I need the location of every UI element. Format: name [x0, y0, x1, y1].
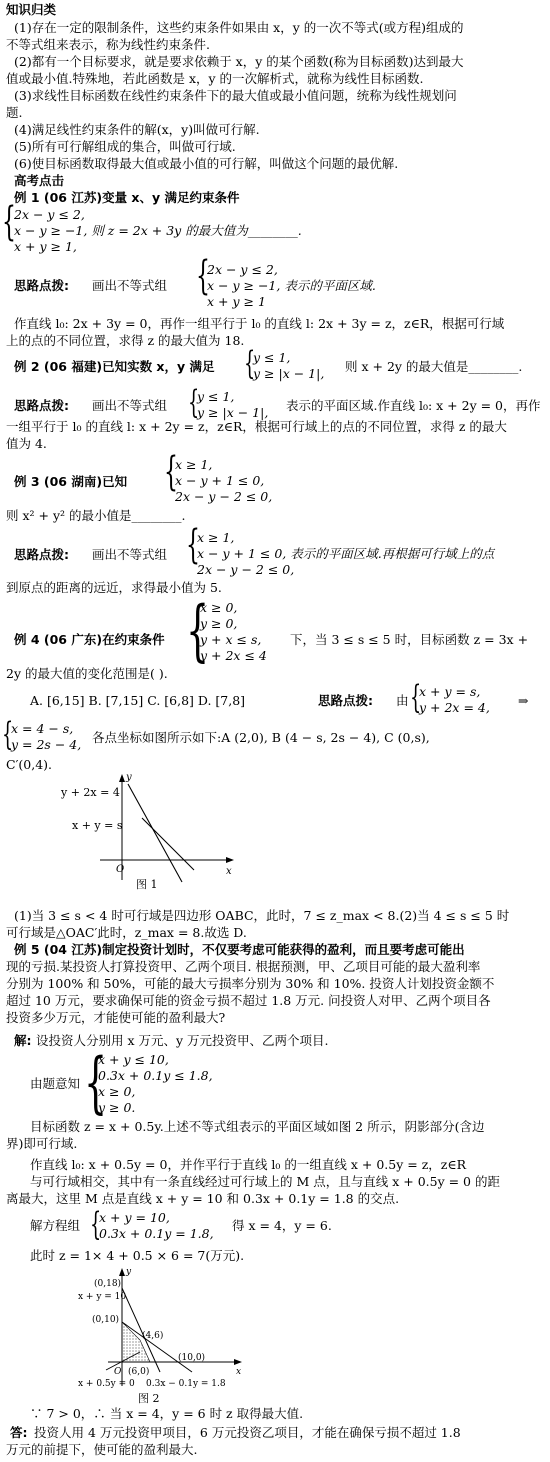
example-4-question-cont: 2y 的最大值的变化范围是( ). — [6, 666, 168, 681]
implies-arrow: ⇒ — [518, 693, 529, 708]
example-5-text-3: 超过 10 万元，要求确保可能的资金亏损不超过 1.8 万元. 问投资人对甲、乙两个项目各 — [6, 993, 491, 1008]
label-line-x-plus-y: x + y = 10 — [78, 1292, 127, 1302]
example-4-hint-text: 由 — [396, 693, 409, 708]
brace: { — [186, 592, 210, 669]
example-3-hint-label: 思路点拨: — [14, 547, 69, 562]
section-heading-knowledge: 知识归类 — [6, 2, 57, 17]
example-1-system: 2x − y ≤ 2, x − y ≥ −1, 则 z = 2x + 3y 的最大值为________. x + y ≥ 1, — [14, 207, 302, 254]
brace: { — [188, 383, 200, 421]
y-axis-arrow — [119, 1268, 125, 1276]
example-1-hint-system: 2x − y ≤ 2, x − y ≥ −1, 表示的平面区域. x + y ≥ 1 — [207, 262, 376, 309]
brace: { — [186, 522, 200, 568]
solution-given: 由题意知 — [30, 1076, 81, 1091]
label-line-2: x + y = s — [72, 819, 123, 832]
brace: { — [244, 344, 256, 382]
brace: { — [2, 199, 16, 245]
example-2-answer: 一组平行于 l₀ 的直线 l: x + 2y = z，z∈R，根据可行域上的点的不同位置，求得 z 的最大 — [6, 419, 507, 434]
example-2-question: 则 x + 2y 的最大值是________. — [345, 359, 523, 374]
x-axis-label: x — [236, 1367, 242, 1377]
knowledge-item-4: (4)满足线性约束条件的解(x，y)叫做可行解. — [14, 122, 260, 137]
knowledge-item-3: (3)求线性目标函数在线性约束条件下的最大值或最小值问题，统称为线性规划问 — [14, 88, 457, 103]
example-3-system: x ≥ 1, x − y + 1 ≤ 0, 2x − y − 2 ≤ 0, — [175, 457, 273, 504]
figure-1 — [60, 770, 240, 890]
example-5-text-2: 分别为 100% 和 50%，可能的最大亏损率分别为 30% 和 10%. 投资人计划投资金额不 — [6, 976, 495, 991]
line-x-plus-y — [142, 818, 194, 870]
line-y-plus-2x — [128, 784, 182, 882]
label-line-0.3x: 0.3x − 0.1y = 1.8 — [146, 1379, 226, 1389]
figure-2 — [78, 1266, 248, 1406]
example-2-hint-label: 思路点拨: — [14, 398, 69, 413]
example-1-hint-label: 思路点拨: — [14, 278, 69, 293]
feasible-region — [122, 1322, 150, 1362]
answer-text: 投资人用 4 万元投资甲项目，6 万元投资乙项目，才能在确保亏损不超过 1.8 — [34, 1425, 461, 1440]
brace: { — [2, 715, 14, 753]
brace: { — [164, 449, 178, 495]
example-4-system: x ≥ 0, y ≥ 0, y + x ≤ s, y + 2x ≤ 4 — [200, 600, 267, 663]
example-1-hint-text: 画出不等式组 — [92, 278, 168, 293]
point-m: (4,6) — [142, 1331, 164, 1341]
label-line-1: y + 2x = 4 — [61, 786, 120, 799]
example-3-answer: 到原点的距离的远近，求得最小值为 5. — [6, 580, 222, 595]
solution-solve-result: 得 x = 4，y = 6. — [232, 1218, 332, 1233]
point-0-18: (0,18) — [94, 1279, 122, 1289]
x-axis-arrow — [234, 1359, 242, 1365]
figure-1-caption: 图 1 — [136, 878, 158, 890]
example-4-question: 下，当 3 ≤ s ≤ 5 时，目标函数 z = 3x + — [290, 632, 529, 647]
solution-value: 此时 z = 1× 4 + 0.5 × 6 = 7(万元). — [30, 1248, 245, 1263]
solution-solve-system: x + y = 10, 0.3x + 0.1y = 1.8, — [99, 1210, 214, 1241]
section-heading-exam: 高考点击 — [14, 173, 65, 188]
example-4-options: A. [6,15] B. [7,15] C. [6,8] D. [7,8] — [30, 693, 246, 708]
solution-text-6: 离最大，这里 M 点是直线 x + y = 10 和 0.3x + 0.1y = 1.8 的交点. — [6, 1191, 400, 1206]
knowledge-item-2-cont: 值或最小值.特殊地，若此函数是 x，y 的一次解析式，就称为线性目标函数. — [6, 71, 424, 86]
label-line-l0: x + 0.5y = 0 — [78, 1379, 135, 1389]
knowledge-item-5: (5)所有可行解组成的集合，叫做可行域. — [14, 139, 236, 154]
figure-2-caption: 图 2 — [138, 1392, 160, 1405]
example-2-hint-system: y ≤ 1, y ≥ |x − 1|, — [197, 389, 269, 420]
example-2-system: y ≤ 1, y ≥ |x − 1|, — [253, 350, 325, 381]
brace: { — [196, 253, 210, 299]
example-4-heading: 例 4 (06 广东)在约束条件 — [14, 632, 165, 647]
example-4-hint-label: 思路点拨: — [318, 693, 373, 708]
origin-label: O — [116, 864, 125, 875]
y-axis-label: y — [126, 772, 132, 783]
solution-text-1: 设投资人分别用 x 万元、y 万元投资甲、乙两个项目. — [36, 1033, 329, 1048]
answer-label: 答: — [10, 1425, 28, 1440]
example-1-answer-cont: 上的点的不同位置，求得 z 的最大值为 18. — [6, 333, 245, 348]
example-2-hint-cont: 表示的平面区域.作直线 l₀: x + 2y = 0，再作 — [286, 398, 541, 413]
point-0-10: (0,10) — [92, 1315, 120, 1325]
solution-text-5: 与可行域相交，其中有一条直线经过可行域上的 M 点，且与直线 x + 0.5y = 0 的距 — [30, 1174, 500, 1189]
example-2-answer-cont: 值为 4. — [6, 436, 47, 451]
x-axis-arrow — [226, 857, 234, 863]
example-4-points: 各点坐标如图所示如下:A (2,0), B (4 − s, 2s − 4), C (0,s), — [92, 730, 430, 745]
y-axis-arrow — [119, 774, 125, 782]
knowledge-item-1-cont: 不等式组来表示，称为线性约束条件. — [6, 37, 210, 52]
solution-text-2: 目标函数 z = x + 0.5y.上述不等式组表示的平面区域如图 2 所示，阴影部分(含边 — [30, 1119, 485, 1134]
solution-text-4: 作直线 l₀: x + 0.5y = 0，并作平行于直线 l₀ 的一组直线 x + 0.5y = z，z∈R — [30, 1157, 467, 1172]
point-6-0: (6,0) — [128, 1367, 150, 1377]
example-4-result-cont: 可行域是△OAC′此时，z_max = 8.故选 D. — [6, 925, 247, 940]
knowledge-item-2: (2)都有一个目标要求，就是要求依赖于 x，y 的某个函数(称为目标函数)达到最大 — [14, 54, 464, 69]
solution-system: x + y ≤ 10, 0.3x + 0.1y ≤ 1.8, x ≥ 0, y ≥ 0. — [98, 1052, 213, 1115]
answer-text-cont: 万元的前提下，使可能的盈利最大. — [6, 1442, 198, 1457]
example-1-answer: 作直线 l₀: 2x + 3y = 0，再作一组平行于 l₀ 的直线 l: 2x + 3y = z，z∈R，根据可行域 — [14, 316, 505, 331]
example-2-heading: 例 2 (06 福建)已知实数 x，y 满足 — [14, 359, 215, 374]
solution-text-3: 界)即可行域. — [6, 1136, 78, 1151]
example-3-question: 则 x² + y² 的最小值是________. — [6, 508, 186, 523]
example-4-point-c2: C′(0,4). — [6, 757, 53, 772]
example-4-solution-system: x = 4 − s, y = 2s − 4, — [11, 721, 82, 752]
origin-label: O — [114, 1367, 122, 1377]
example-5-text-1: 现的亏损.某投资人打算投资甲、乙两个项目. 根据预测，甲、乙项目可能的最大盈利率 — [6, 959, 481, 974]
solution-label: 解: — [14, 1033, 32, 1048]
example-4-result: (1)当 3 ≤ s < 4 时可行域是四边形 OABC，此时，7 ≤ z_max < 8.(2)当 4 ≤ s ≤ 5 时 — [14, 908, 510, 923]
example-2-hint-text: 画出不等式组 — [92, 398, 168, 413]
solution-solve-label: 解方程组 — [30, 1218, 81, 1233]
brace: { — [84, 1044, 108, 1121]
example-1-heading: 例 1 (06 江苏)变量 x、y 满足约束条件 — [14, 190, 240, 205]
x-axis-label: x — [226, 866, 232, 877]
brace: { — [410, 678, 422, 716]
brace: { — [90, 1205, 102, 1243]
example-5-heading: 例 5 (04 江苏)制定投资计划时，不仅要考虑可能获得的盈利，而且要考虑可能出 — [14, 942, 465, 957]
knowledge-item-1: (1)存在一定的限制条件，这些约束条件如果由 x，y 的一次不等式(或方程)组成的 — [14, 20, 464, 35]
example-3-hint-text: 画出不等式组 — [92, 547, 168, 562]
example-3-hint-system: x ≥ 1, x − y + 1 ≤ 0, 表示的平面区域.再根据可行域上的点 2x − y − 2 ≤ 0, — [197, 530, 495, 577]
point-10-0: (10,0) — [178, 1353, 206, 1363]
solution-conclusion: ∵ 7 > 0，∴ 当 x = 4，y = 6 时 z 取得最大值. — [30, 1406, 304, 1421]
example-5-text-4: 投资多少万元，才能使可能的盈利最大? — [6, 1010, 226, 1025]
example-3-heading: 例 3 (06 湖南)已知 — [14, 474, 128, 489]
example-4-hint-system: x + y = s, y + 2x = 4, — [419, 684, 490, 715]
knowledge-item-3-cont: 题. — [6, 105, 23, 120]
knowledge-item-6: (6)使目标函数取得最大值或最小值的可行解，叫做这个问题的最优解. — [14, 156, 399, 171]
y-axis-label: y — [126, 1267, 132, 1277]
